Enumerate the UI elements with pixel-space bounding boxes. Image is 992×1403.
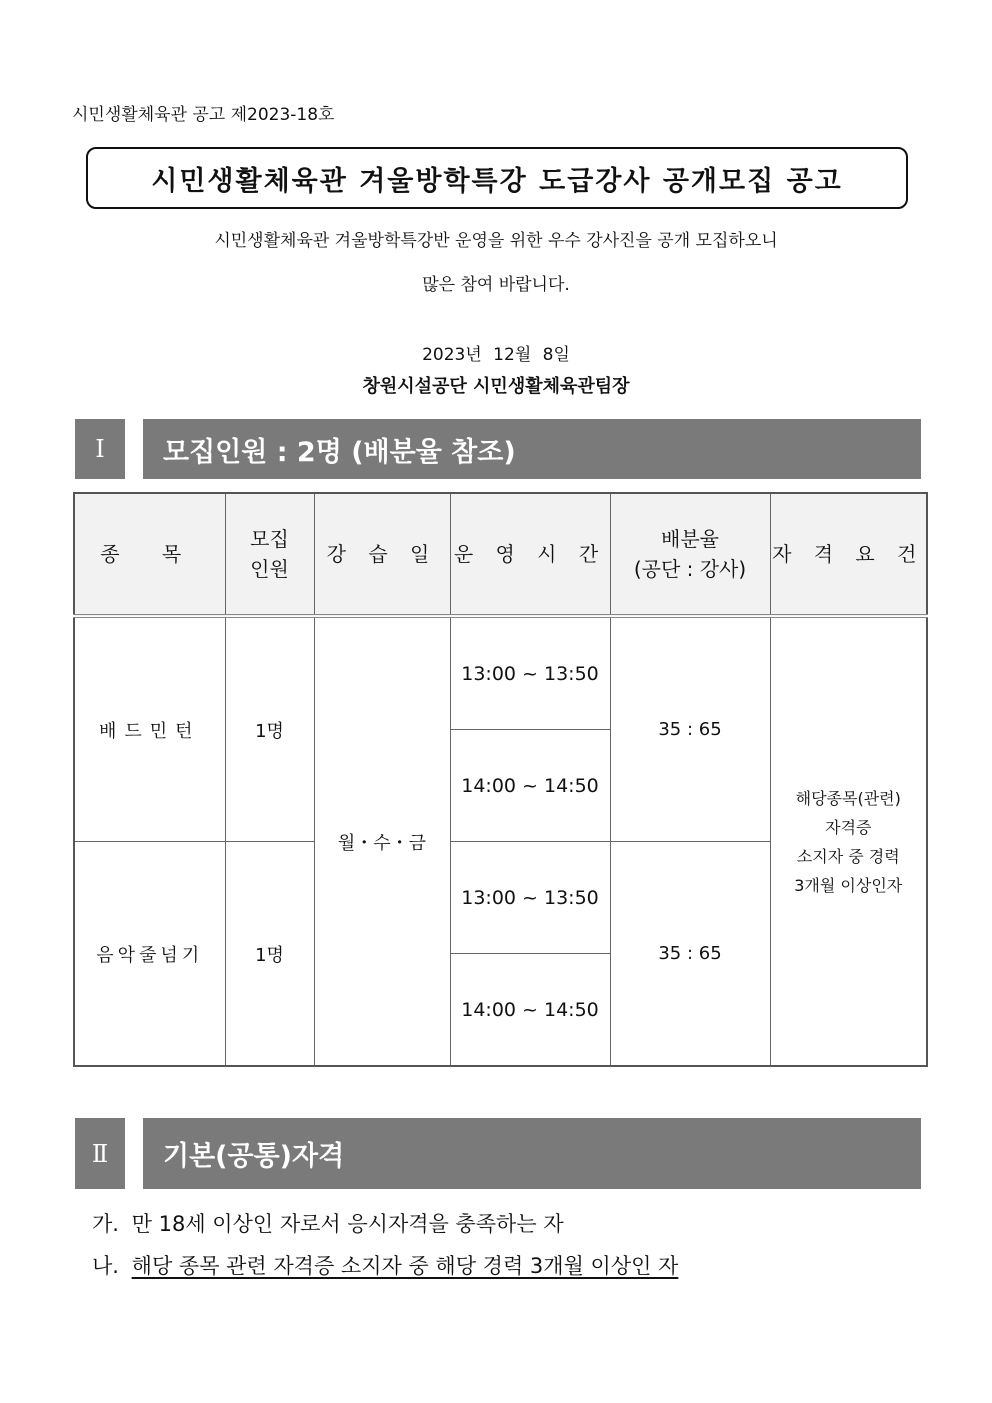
section-2-number: Ⅱ bbox=[75, 1118, 125, 1189]
recruitment-table bbox=[73, 492, 928, 1067]
time-cell: 13:00 ~ 13:50 bbox=[450, 842, 610, 954]
count-cell: 1명 bbox=[225, 616, 314, 842]
sport-cell: 음악줄넘기 bbox=[74, 842, 225, 1067]
header-ratio bbox=[610, 493, 770, 616]
qualification-cell bbox=[770, 616, 927, 1066]
qualification-line: 해당종목(관련) bbox=[795, 788, 901, 808]
intro-text-line-1: 시민생활체육관 겨울방학특강반 운영을 위한 우수 강사진을 공개 모집하오니 bbox=[214, 231, 778, 251]
section-2-title: 기본(공통)자격 bbox=[143, 1118, 921, 1189]
section-1-number: Ⅰ bbox=[75, 419, 125, 479]
list-item-mark: 가. bbox=[92, 1212, 119, 1236]
qualification-line: 자격증 bbox=[825, 817, 872, 837]
header-recruit-line-2: 인원 bbox=[250, 557, 289, 581]
time-cell: 14:00 ~ 14:50 bbox=[450, 954, 610, 1067]
list-item-mark: 나. bbox=[92, 1254, 119, 1278]
ratio-cell: 35 : 65 bbox=[610, 842, 770, 1067]
page-title: 시민생활체육관 겨울방학특강 도급강사 공개모집 공고 bbox=[86, 147, 908, 209]
header-ratio-line-2: (공단 : 강사) bbox=[633, 557, 747, 581]
header-days: 강 습 일 bbox=[314, 493, 450, 616]
header-sport: 종 목 bbox=[74, 493, 225, 616]
sport-cell: 배드민턴 bbox=[74, 616, 225, 842]
notice-number: 시민생활체육관 공고 제2023-18호 bbox=[72, 105, 335, 125]
days-cell: 월・수・금 bbox=[314, 616, 450, 1066]
table-header-row bbox=[74, 493, 927, 616]
qualification-line: 소지자 중 경력 bbox=[796, 846, 900, 866]
section-1-title: 모집인원 : 2명 (배분율 참조) bbox=[143, 419, 921, 479]
header-ratio-line-1: 배분율 bbox=[661, 527, 719, 551]
header-hours: 운 영 시 간 bbox=[450, 493, 610, 616]
header-recruit-count bbox=[225, 493, 314, 616]
header-recruit-line-1: 모집 bbox=[250, 527, 289, 551]
header-qualification: 자 격 요 건 bbox=[770, 493, 927, 616]
time-cell: 14:00 ~ 14:50 bbox=[450, 730, 610, 842]
notice-date: 2023년 12월 8일 bbox=[422, 345, 570, 365]
qualification-line: 3개월 이상인자 bbox=[794, 875, 903, 895]
list-item-text: 만 18세 이상인 자로서 응시자격을 충족하는 자 bbox=[131, 1212, 564, 1236]
intro-text-line-2: 많은 참여 바랍니다. bbox=[422, 275, 570, 295]
count-cell: 1명 bbox=[225, 842, 314, 1067]
issuer-name: 창원시설공단 시민생활체육관팀장 bbox=[362, 376, 630, 397]
list-item bbox=[92, 1208, 564, 1238]
table-row bbox=[74, 616, 927, 730]
list-item bbox=[92, 1250, 678, 1280]
ratio-cell: 35 : 65 bbox=[610, 616, 770, 842]
time-cell: 13:00 ~ 13:50 bbox=[450, 616, 610, 730]
list-item-text: 해당 종목 관련 자격증 소지자 중 해당 경력 3개월 이상인 자 bbox=[131, 1254, 679, 1278]
